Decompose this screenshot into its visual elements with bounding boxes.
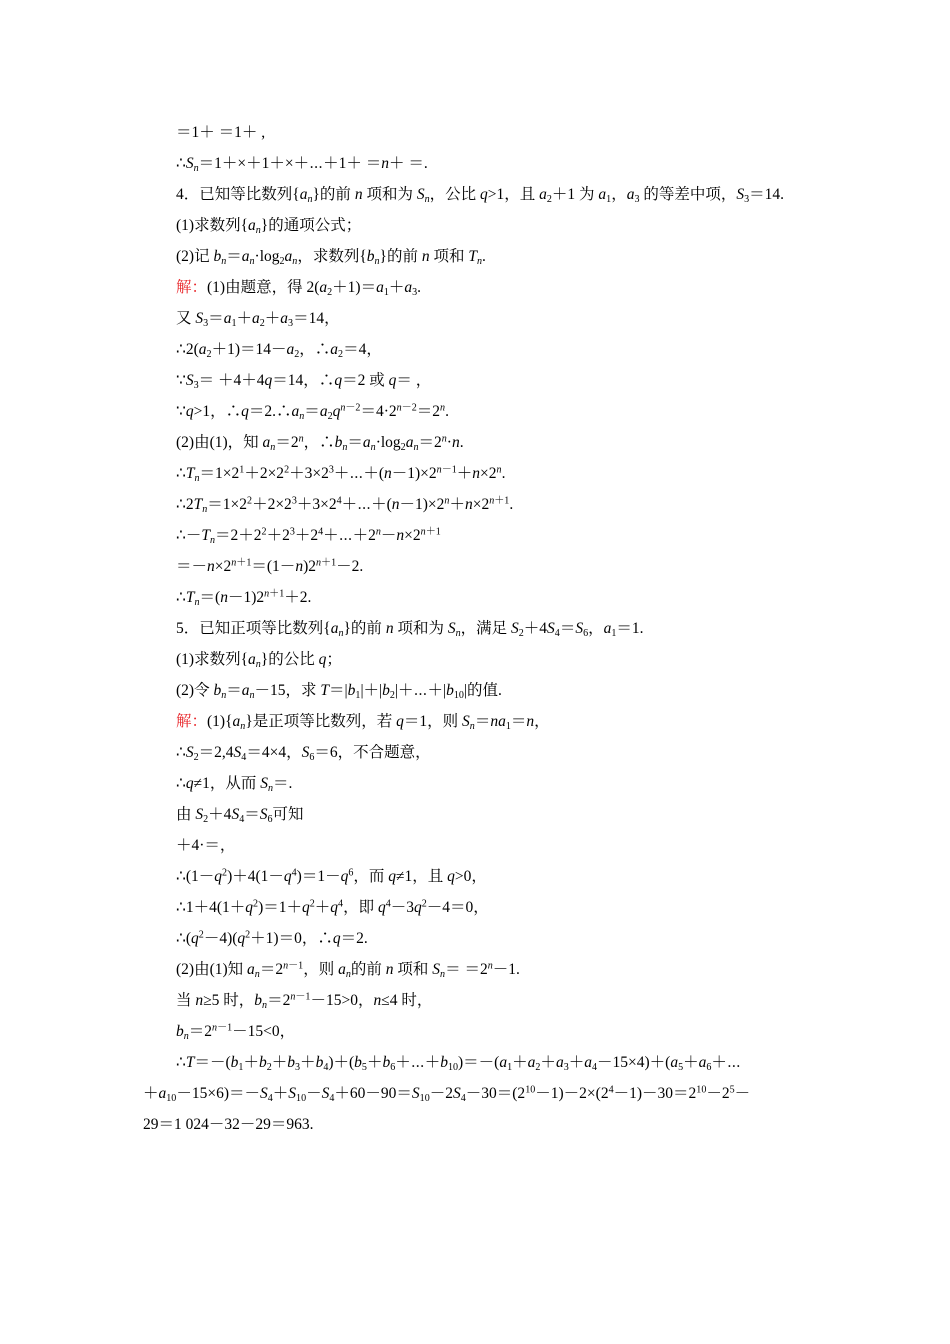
text-line: ∴q≠1，从而 $S_n=$.	[176, 775, 293, 795]
problem-4-part-2: (2)记 $b_n=a_n\cdot\log_2a_n$，求数列$\{b_n\}$的前 n 项和 $T_n$.	[176, 248, 486, 268]
text-line: 当 n≥5 时，$b_n=2^{n-1}-15>0$，n≤4 时，	[176, 991, 433, 1012]
text-line: ＋4·＝，	[176, 837, 236, 854]
text-line: $+a_{10}-15\times 6)=-S_4+S_{10}-S_4+60-90=S_{10}-2S_4-30=(2^{10}-1)-2\times(2^4-1)-30=2^{10}-2^5-$	[143, 1084, 751, 1105]
text-line: ∵q>1，$\therefore q=2.\therefore a_n=a_2q^{n-2}=4\cdot 2^{n-2}=2^n$.	[176, 402, 449, 423]
text-line: $\therefore-T_n=2+2^2+2^3+2^4+\cdots+2^n-n\times 2^{n+1}$	[176, 526, 441, 547]
solution-4-start: 解：(1)由题意，得 $2(a_2+1)=a_1+a_3$.	[176, 279, 422, 299]
text-line: $\therefore 1+4(1+q^2)=1+q^2+q^4$，即 $q^4-3q^2-4=0$，	[176, 898, 489, 916]
problem-5-statement: 5．已知正项等比数列$\{a_n\}$的前 n 项和为 $S_n$，满足 $S_2+4S_4=S_6$，$a_1=1$.	[176, 620, 644, 640]
text-line: ＝1＋ ＝1＋ ,	[176, 124, 266, 141]
text-line: $=-n\times 2^{n+1}=(1-n)2^{n+1}-2$.	[176, 557, 364, 575]
text-line: $\therefore T=-(b_1+b_2+b_3+b_4)+(b_5+b_6+\cdots+b_{10})=-(a_1+a_2+a_3+a_4-15\times 4)+(a_5+a_6+\cdots$	[176, 1054, 741, 1074]
text-line: $\therefore 2(a_2+1)=14-a_2$，$\therefore a_2=4$，	[176, 341, 382, 361]
final-answer-line: 29＝1 024－32－29＝963.	[143, 1116, 314, 1133]
text-line: $\therefore T_n=(n-1)2^{n+1}+2$.	[176, 588, 312, 609]
problem-4-statement: 4．已知等比数列$\{a_n\}$的前 n 项和为 $S_n$，公比 q>1，且 $a_2+1$ 为 $a_1$，$a_3$ 的等差中项，$S_3=14$.	[176, 186, 785, 206]
text-line: $\therefore T_n=1\times 2^1+2\times 2^2+3\times 2^3+\cdots+(n-1)\times 2^{n-1}+n\times 2^n$.	[176, 464, 506, 485]
text-line: $\because S_3= +4+4q=14$，∴q＝2 或 q＝ ，	[176, 372, 432, 392]
text-line: 又 $S_3=a_1+a_2+a_3=14$，	[176, 310, 340, 330]
text-line: 由 $S_2+4S_4=S_6$可知	[176, 806, 304, 826]
text-line: (2)由(1)知 $a_n=2^{n-1}$，则 $a_n$的前 n 项和 $S_n= =2^n-1$.	[176, 960, 520, 981]
problem-5-part-1: (1)求数列$\{a_n\}$的公比 q；	[176, 651, 342, 671]
problem-4-part-1: (1)求数列$\{a_n\}$的通项公式；	[176, 217, 362, 237]
text-line: $\therefore 2T_n=1\times 2^2+2\times 2^3+3\times 2^4+\cdots+(n-1)\times 2^n+n\times 2^{n+1}$.	[176, 495, 514, 516]
text-line: $\therefore S_2=2,4S_4=4\times 4$，$S_6=6$，不合题意，	[176, 744, 431, 764]
text-line: $\therefore(q^2-4)(q^2+1)=0$，∴q＝2.	[176, 929, 368, 947]
problem-5-part-2: (2)令 $b_n=a_n-15$，求 $T=|b_1|+|b_2|+\cdots+|b_{10}|$的值.	[176, 682, 502, 702]
text-line: $\therefore(1-q^2)+4(1-q^4)=1-q^6$，而 q≠1，且 q>0，	[176, 867, 487, 885]
text-line: (2)由(1)，知 $a_n=2^n$，$\therefore b_n=a_n\cdot\log_2a_n=2^n\cdot n$.	[176, 433, 464, 454]
text-line: $\therefore S_n=1+\times+1+\times+\cdots+1+ =n+$ ＝.	[176, 155, 428, 175]
text-line: $b_n=2^{n-1}-15<0$，	[176, 1022, 296, 1043]
solution-5-start: 解：$(1)\{a_n\}$是正项等比数列，若 q＝1，则 $S_n=na_1=n$，	[176, 713, 550, 733]
